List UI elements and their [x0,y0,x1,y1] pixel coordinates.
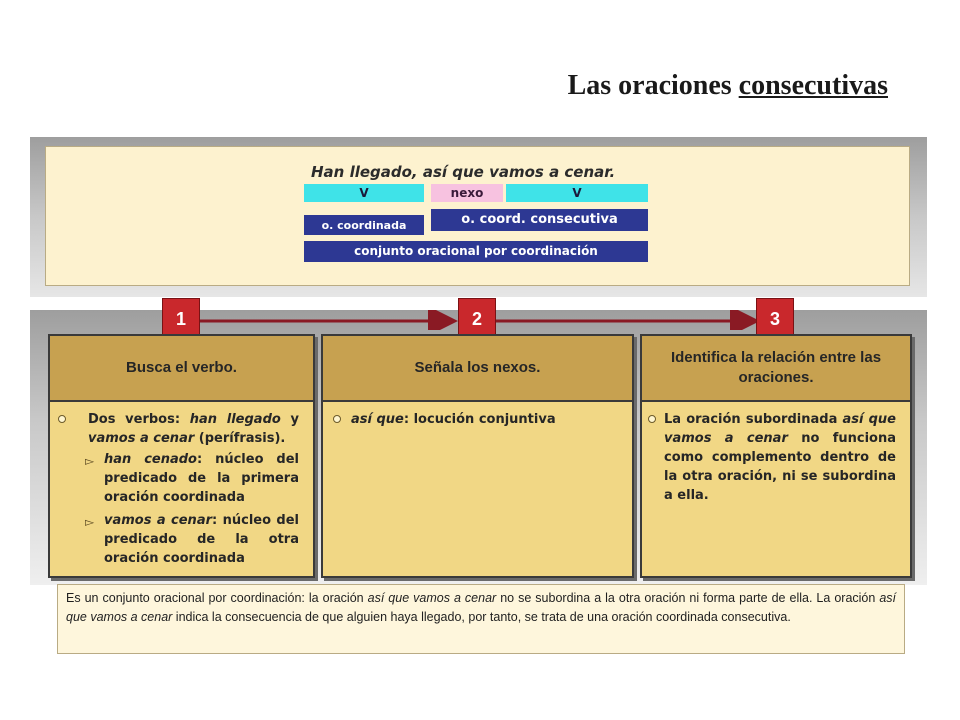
step-number-2: 2 [458,298,496,338]
bullet-icon [58,415,66,423]
bullet-icon [648,415,656,423]
col3-item: La oración subordinada así que vamos a cenar no funciona como complemento dentro de la otra oración, ni se subordina a ella. [664,412,896,503]
step-heading-2: Señala los nexos. [323,336,632,402]
step-number-3: 3 [756,298,794,338]
step-heading-1: Busca el verbo. [50,336,313,402]
tag-conjunto-oracional: conjunto oracional por coordinación [304,241,648,262]
step-heading-3: Identifica la relación entre las oraciones. [642,336,910,402]
step-body-3 [642,402,910,505]
step-column-1 [48,334,315,578]
col1-subitem-2: ▻ vamos a cenar: núcleo del predicado de la otra oración coordinada [85,513,299,566]
step-column-2 [321,334,634,578]
tag-verb-1: V [304,184,424,202]
step-column-3 [640,334,912,578]
page-title-underlined: consecutivas [738,70,888,101]
arrow-bullet-icon: ▻ [85,454,95,468]
step-body-1 [50,402,313,568]
page-title: Las oraciones consecutivas [567,70,888,101]
step-number-1: 1 [162,298,200,338]
tag-verb-2: V [506,184,648,202]
bullet-icon [333,415,341,423]
col1-subitem-1: ▻ han cenado: núcleo del predicado de la primera oración coordinada [85,452,299,505]
arrow-bullet-icon: ▻ [85,515,95,529]
col2-item: así que: locución conjuntiva [351,412,556,427]
step-body-2 [323,402,632,429]
tag-nexo: nexo [431,184,503,202]
summary-box: Es un conjunto oracional por coordinación: la oración así que vamos a cenar no se subordina a la otra oración ni forma parte de ella. La oración así que vamos a cenar indica la consecuencia de que alguien haya llegado, por tanto, se trata de una oración coordinada consecutiva. [57,584,905,654]
example-sentence: Han llegado, así que vamos a cenar. [311,163,616,181]
tag-clause-coordinada: o. coordinada [304,215,424,235]
tag-clause-consecutiva: o. coord. consecutiva [431,209,648,231]
col1-intro: Dos verbos: han llegado y vamos a cenar (perífrasis). [88,412,299,446]
